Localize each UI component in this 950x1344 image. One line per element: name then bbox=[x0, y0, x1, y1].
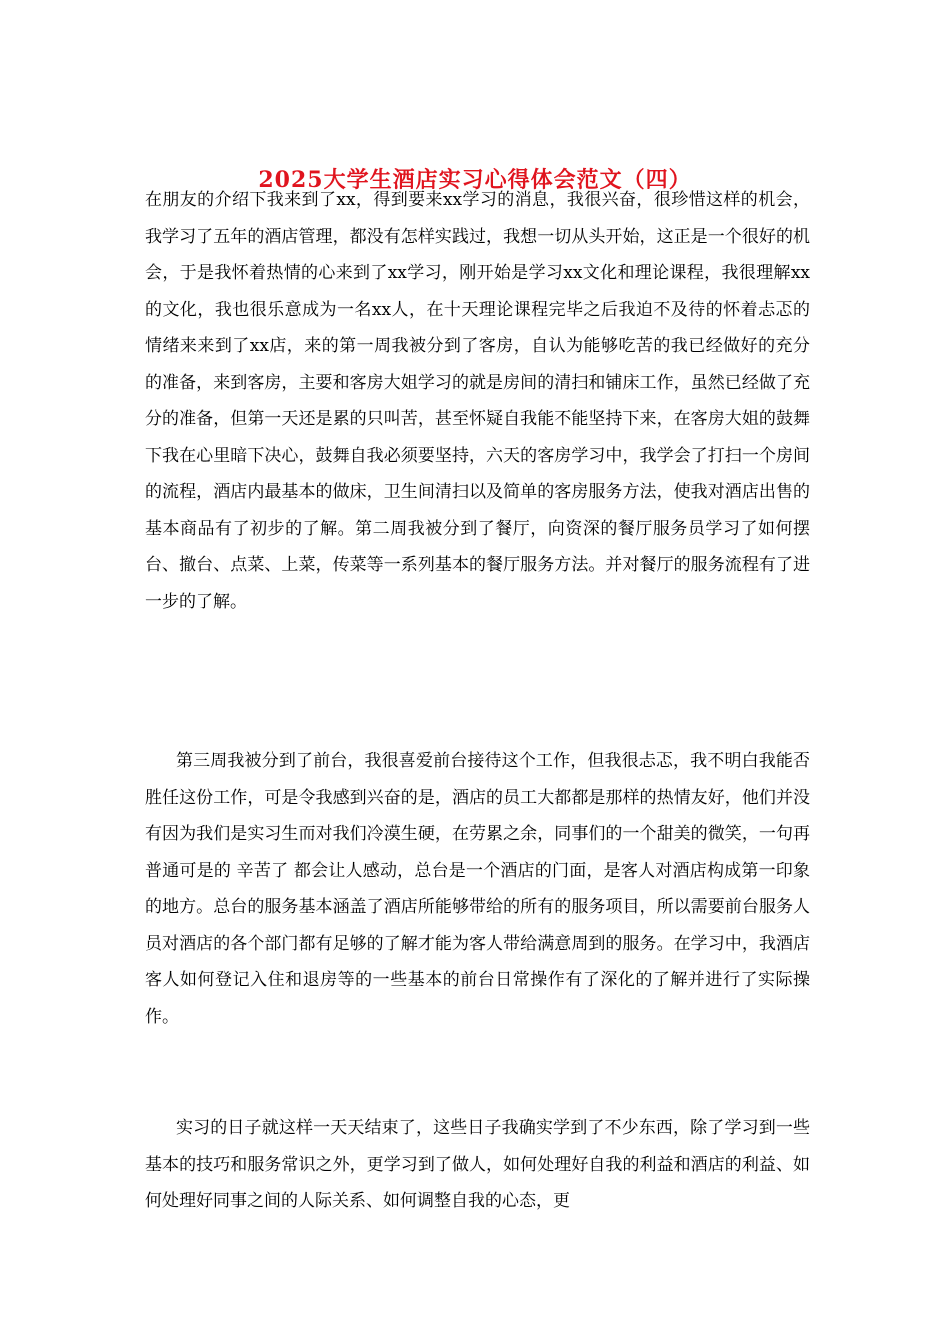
document-title: 2025大学生酒店实习心得体会范文（四） bbox=[258, 166, 692, 193]
paragraph-2: 第三周我被分到了前台，我很喜爱前台接待这个工作，但我很忐忑，我不明白我能否胜任这份工作，可是令我感到兴奋的是，酒店的员工大都都是那样的热情友好，他们并没有因为我们是实习生而对我们冷漠生硬，在劳累之余，同事们的一个甜美的微笑，一句再普通可是的 辛苦了 都会让人感动，总台是一个酒店的门面，是客人对酒店构成第一印象的地方。总台的服务基本涵盖了酒店所能够带给的所有的服务项目，所以需要前台服务人员对酒店的各个部门都有足够的了解才能为客人带给满意周到的服务。在学习中，我酒店客人如何登记入住和退房等的一些基本的前台日常操作有了深化的了解并进行了实际操作。 bbox=[145, 751, 810, 1027]
paragraph-3: 实习的日子就这样一天天结束了，这些日子我确实学到了不少东西，除了学习到一些基本的技巧和服务常识之外，更学习到了做人，如何处理好自我的利益和酒店的利益、如何处理好同事之间的人际关系、如何调整自我的心态，更 bbox=[145, 1118, 810, 1211]
paragraph-1: 在朋友的介绍下我来到了xx，得到要来xx学习的消息，我很兴奋，很珍惜这样的机会，我学习了五年的酒店管理，都没有怎样实践过，我想一切从头开始，这正是一个很好的机会，于是我怀着热情的心来到了xx学习，刚开始是学习xx文化和理论课程，我很理解xx的文化，我也很乐意成为一名xx人，在十天理论课程完毕之后我迫不及待的怀着忐忑的情绪来来到了xx店，来的第一周我被分到了客房，自认为能够吃苦的我已经做好的充分的准备，来到客房，主要和客房大姐学习的就是房间的清扫和铺床工作，虽然已经做了充分的准备，但第一天还是累的只叫苦，甚至怀疑自我能不能坚持下来，在客房大姐的鼓舞下我在心里暗下决心，鼓舞自我必须要坚持，六天的客房学习中，我学会了打扫一个房间的流程，酒店内最基本的做床，卫生间清扫以及简单的客房服务方法，使我对酒店出售的基本商品有了初步的了解。第二周我被分到了餐厅，向资深的餐厅服务员学习了如何摆台、撤台、点菜、上菜，传菜等一系列基本的餐厅服务方法。并对餐厅的服务流程有了进一步的了解。 bbox=[145, 190, 810, 612]
